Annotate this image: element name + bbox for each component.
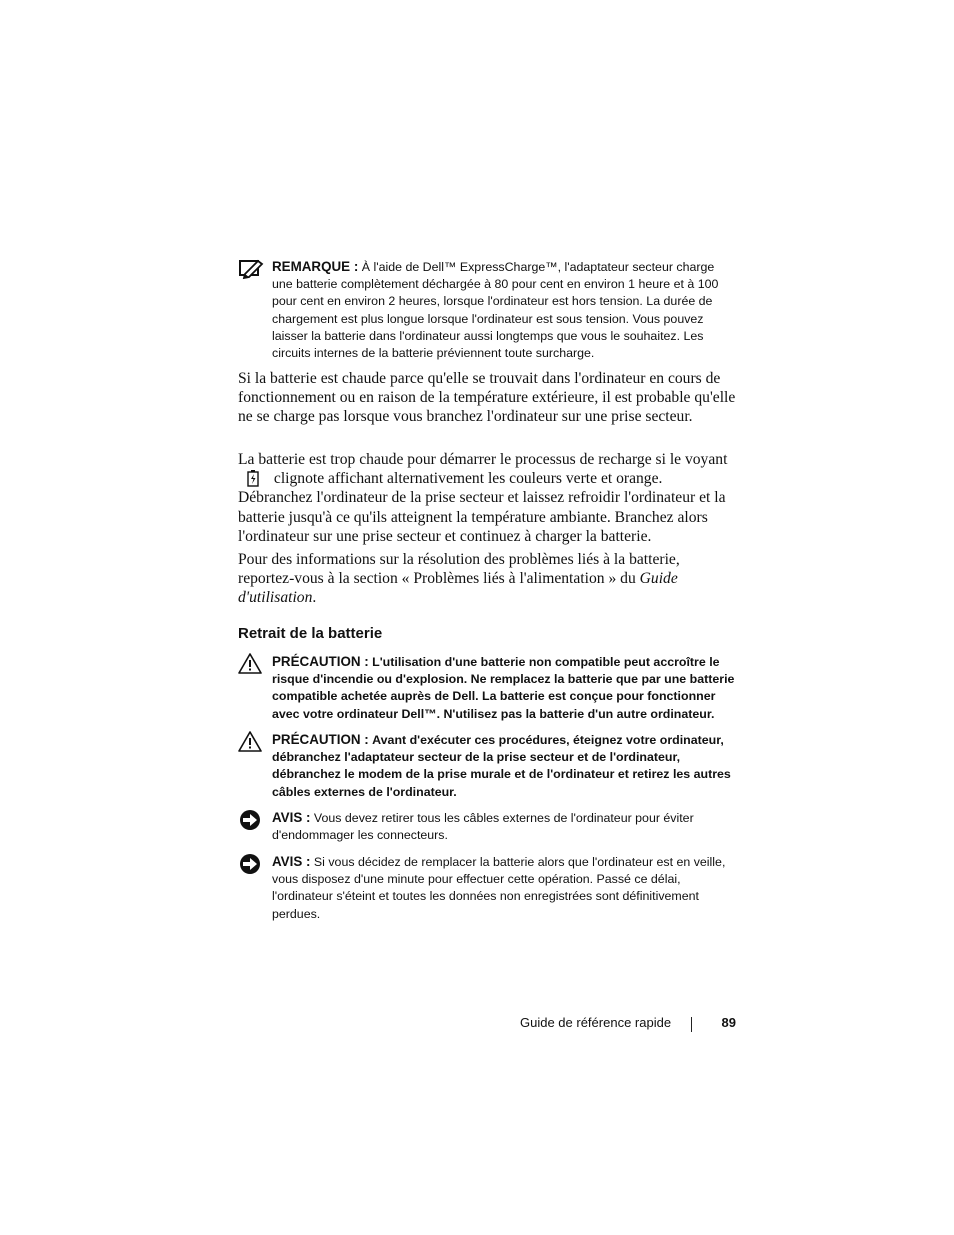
paragraph-too-hot [238,450,738,546]
page-footer [520,1015,736,1035]
note-block [238,258,738,362]
caution-label-1: PRÉCAUTION : [272,654,369,669]
paragraph-hot-battery: Si la batterie est chaude parce qu'elle se trouvait dans l'ordinateur en cours de fonctionnement ou en raison de la température extérieure, il est probable qu'elle ne se charge pas lorsque vous branchez l'ordinateur sur une prise secteur. [238,370,736,426]
note-text: À l'aide de Dell™ ExpressCharge™, l'adaptateur secteur charge une batterie complètement déchargée à 80 pour cent en environ 1 heure et à 100 pour cent en environ 2 heures, lorsque l'ordinateur est hors tension. La durée de chargement est plus longue lorsque l'ordinateur est sous tension. Vous pouvez laisser la batterie dans l'ordinateur aussi longtemps que vous le souhaitez. Les circuits internes de la batterie préviennent toute surcharge. [272,260,719,361]
notice-arrow-icon [238,809,264,831]
paragraph-more-info [238,550,738,608]
battery-status-icon [242,469,264,487]
footer-separator [691,1017,692,1032]
caution-text-2: Avant d'exécuter ces procédures, éteignez votre ordinateur, débranchez l'adaptateur secteur de la prise secteur et de l'ordinateur, débranchez le modem de la prise murale et de l'ordinateur et retirez les autres câbles externes de l'ordinateur. [272,733,731,799]
caution-block-2 [238,731,738,801]
warning-triangle-icon [238,653,264,675]
paragraph-too-hot-end: clignote affichant alternativement les couleurs verte et orange. Débranchez l'ordinateur de la prise secteur et laissez refroidir l'ordinateur et la batterie jusqu'à ce qu'ils atteignent la température ambiante. Branchez alors l'ordinateur sur une prise secteur et continuez à charger la batterie. [238,470,726,545]
pencil-note-icon [238,258,264,280]
section-heading: Retrait de la batterie [238,625,383,642]
guide-title-link: Guide d'utilisation [238,570,678,607]
notice-text-2: Si vous décidez de remplacer la batterie alors que l'ordinateur est en veille, vous disposez d'une minute pour effectuer cette opération. Passé ce délai, l'ordinateur s'éteint et toutes les données non enregistrées sont définitivement perdues. [272,855,726,921]
notice-block-2 [238,853,738,923]
notice-label-1: AVIS : [272,810,311,825]
notice-block-1 [238,809,738,844]
paragraph-more-info-start: Pour des informations sur la résolution des problèmes liés à la batterie, reportez-vous à la section « Problèmes liés à l'alimentation » du [238,551,680,588]
caution-label-2: PRÉCAUTION : [272,732,369,747]
notice-label-2: AVIS : [272,854,311,869]
page-number: 89 [721,1015,736,1030]
note-label: REMARQUE : [272,259,359,274]
paragraph-more-info-end: . [312,589,317,607]
caution-text-1: L'utilisation d'une batterie non compatible peut accroître le risque d'incendie ou d'explosion. Ne remplacez la batterie que par une batterie compatible achetée auprès de Dell. La batterie est conçue pour fonctionner avec votre ordinateur Dell™. N'utilisez pas la batterie d'un autre ordinateur. [272,655,735,721]
footer-title: Guide de référence rapide [520,1015,672,1030]
caution-block-1 [238,653,738,723]
warning-triangle-icon [238,731,264,753]
notice-arrow-icon [238,853,264,875]
paragraph-too-hot-start: La batterie est trop chaude pour démarrer le processus de recharge si le voyant [238,451,728,468]
notice-text-1: Vous devez retirer tous les câbles externes de l'ordinateur pour éviter d'endommager les connecteurs. [272,811,694,843]
